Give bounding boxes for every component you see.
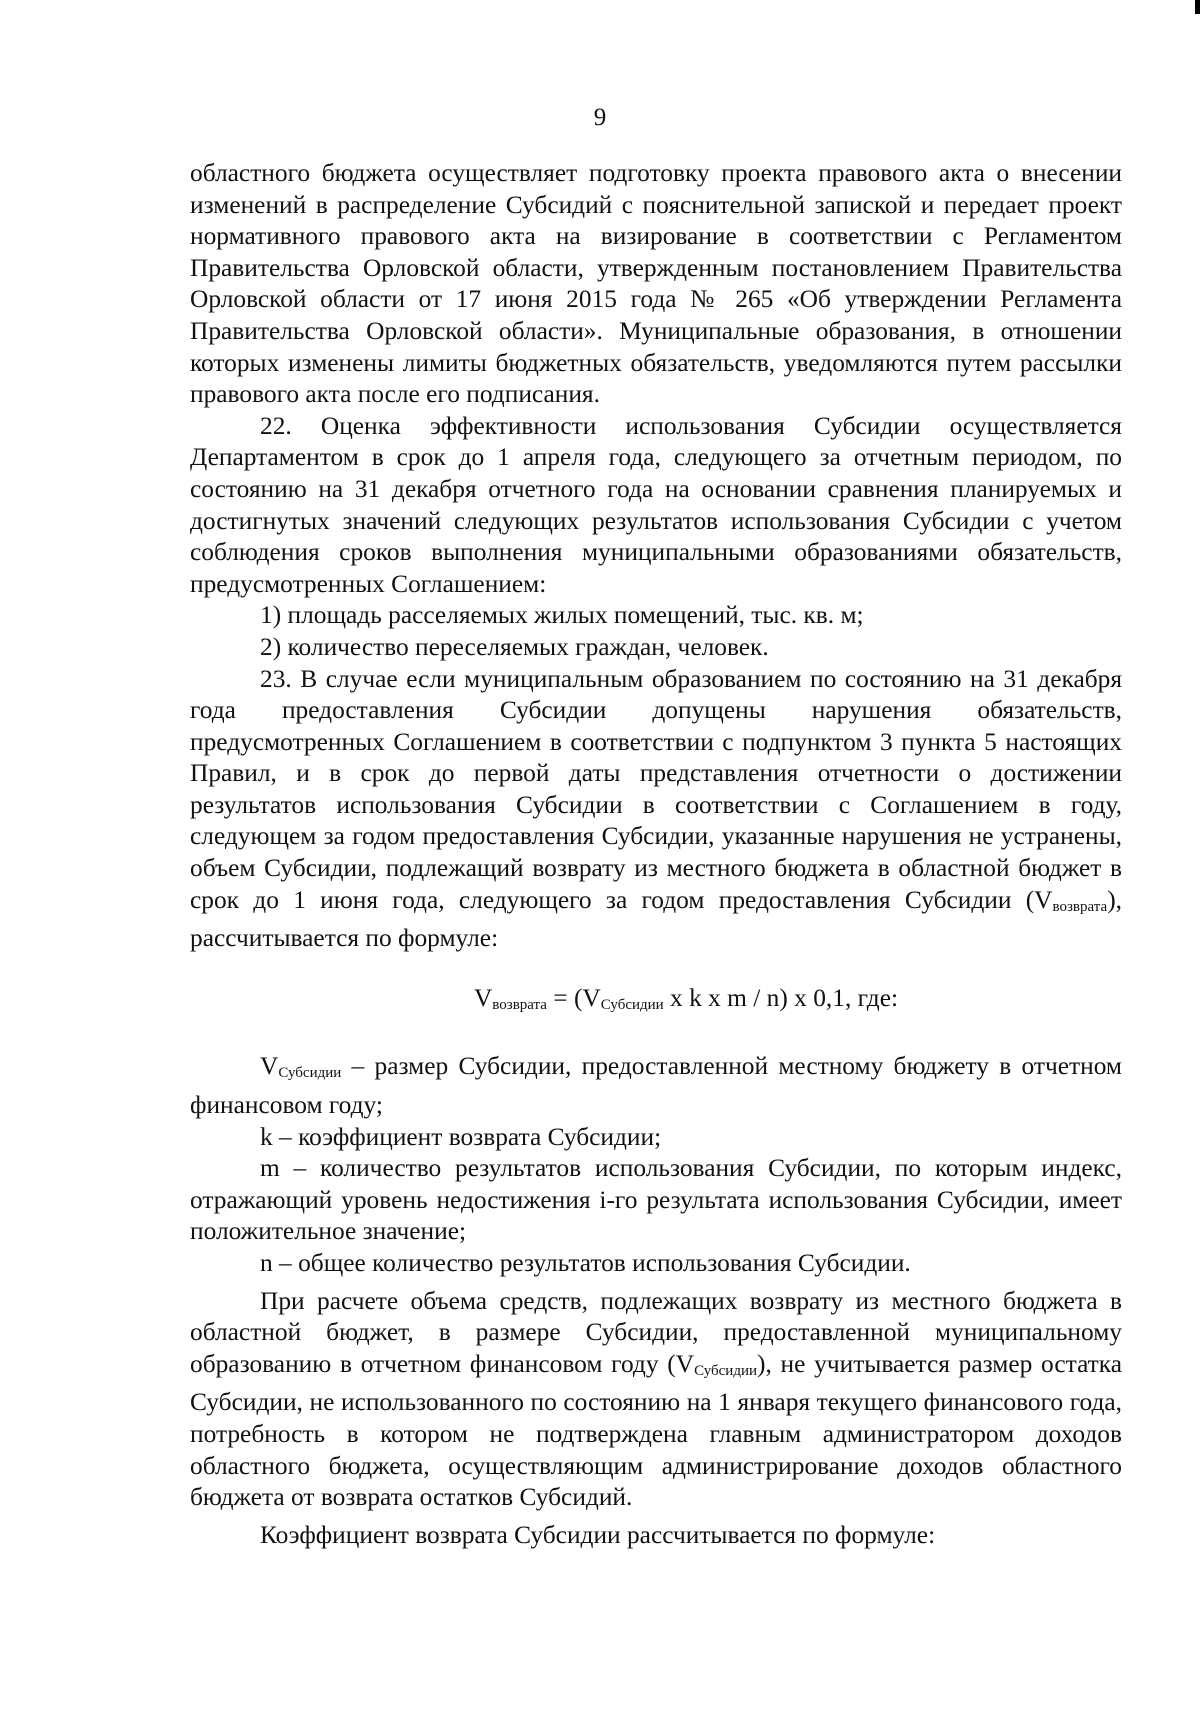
paragraph-22: 22. Оценка эффективности использования Субсидии осуществляется Департаментом в срок до 1 апреля года, следующего за отчетным периодом, по состоянию на 31 декабря отчетного года на основании сравнения планируемых и достигнутых значений следующих результатов использования Субсидии с учетом соблюдения сроков выполнения муниципальными образованиями обязательств, предусмотренных Соглашением: (190, 411, 1122, 598)
scan-edge-mark (1195, 0, 1200, 14)
paragraph-23-text: 23. В случае если муниципальным образованием по состоянию на 31 декабря года предоставления Субсидии допущены нарушения обязательств, предусмотренных Соглашением в соответствии с подпунктом 3 пункта 5 настоящих Правил, и в срок до первой даты представления отчетности о достижении результатов использования Субсидии в соответствии с Соглашением в году, следующем за годом предоставления Субсидии, указанные нарушения не устранены, объем Субсидии, подлежащий возврату из местного бюджета в областной бюджет в срок до 1 июня года, следующего за годом предоставления Субсидии (V (190, 664, 1122, 914)
definition-n: n – общее количество результатов использования Субсидии. (260, 1249, 911, 1277)
definition-v-subscript: Субсидии (278, 1065, 342, 1082)
paragraph-23-tail: ), рассчитывается по формуле: (190, 885, 1122, 953)
paragraph-coefficient-intro: Коэффициент возврата Субсидии рассчитывается по формуле: (260, 1520, 936, 1549)
list-item-1: 1) площадь расселяемых жилых помещений, тыс. кв. м; (260, 601, 864, 630)
definition-v-subsidy (190, 1051, 1122, 1121)
list-item-2: 2) количество переселяемых граждан, человек. (260, 632, 769, 661)
formula-lhs-subscript: возврата (492, 996, 547, 1013)
page-number: 9 (593, 104, 607, 131)
paragraph-continuation: областного бюджета осуществляет подготовку проекта правового акта о внесении изменений в распределение Субсидий с пояснительной запиской и передает проект нормативного правового акта на визирование в соответствии с Регламентом Правительства Орловской области, утвержденным постановлением Правительства Орловской области от 17 июня 2015 года № 265 «Об утверждении Регламента Правительства Орловской области». Муниципальные образования, в отношении которых изменены лимиты бюджетных обязательств, уведомляются путем рассылки правового акта после его подписания. (190, 159, 1122, 409)
definition-m: m – количество результатов использования Субсидии, по которым индекс, отражающий уровень недостижения i-го результата использования Субсидии, имеет положительное значение; (190, 1154, 1122, 1246)
document-body (190, 158, 1122, 1551)
definition-v-text: – размер Субсидии, предоставленной местному бюджету в отчетном финансовом году; (190, 1052, 1122, 1120)
paragraph-calculation (190, 1286, 1122, 1514)
formula-lhs: V (473, 983, 493, 1012)
paragraph-calculation-text: При расчете объема средств, подлежащих возврату из местного бюджета в областной бюджет, в размере Субсидии, предоставленной муниципальному образованию в отчетном финансовом году (V (190, 1286, 1122, 1378)
formula-open: = (V (546, 983, 601, 1012)
definition-v-prefix: V (260, 1052, 279, 1081)
paragraph-23 (190, 664, 1122, 955)
definition-k: k – коэффициент возврата Субсидии; (260, 1122, 662, 1151)
return-formula (190, 983, 1122, 1022)
formula-rhs-subscript: Субсидии (600, 996, 664, 1013)
subscript-return: возврата (1052, 898, 1108, 915)
formula-rest: х k х m / n) х 0,1, где: (663, 983, 899, 1012)
paragraph-calculation-tail: ), не учитывается размер остатка Субсидии, не использованного по состоянию на 1 января текущего финансового года, потребность в котором не подтверждена главным администратором доходов областного бюджета, осуществляющим администрирование доходов областного бюджета от возврата остатков Субсидий. (190, 1349, 1122, 1512)
paragraph-calculation-subscript: Субсидии (694, 1362, 758, 1379)
